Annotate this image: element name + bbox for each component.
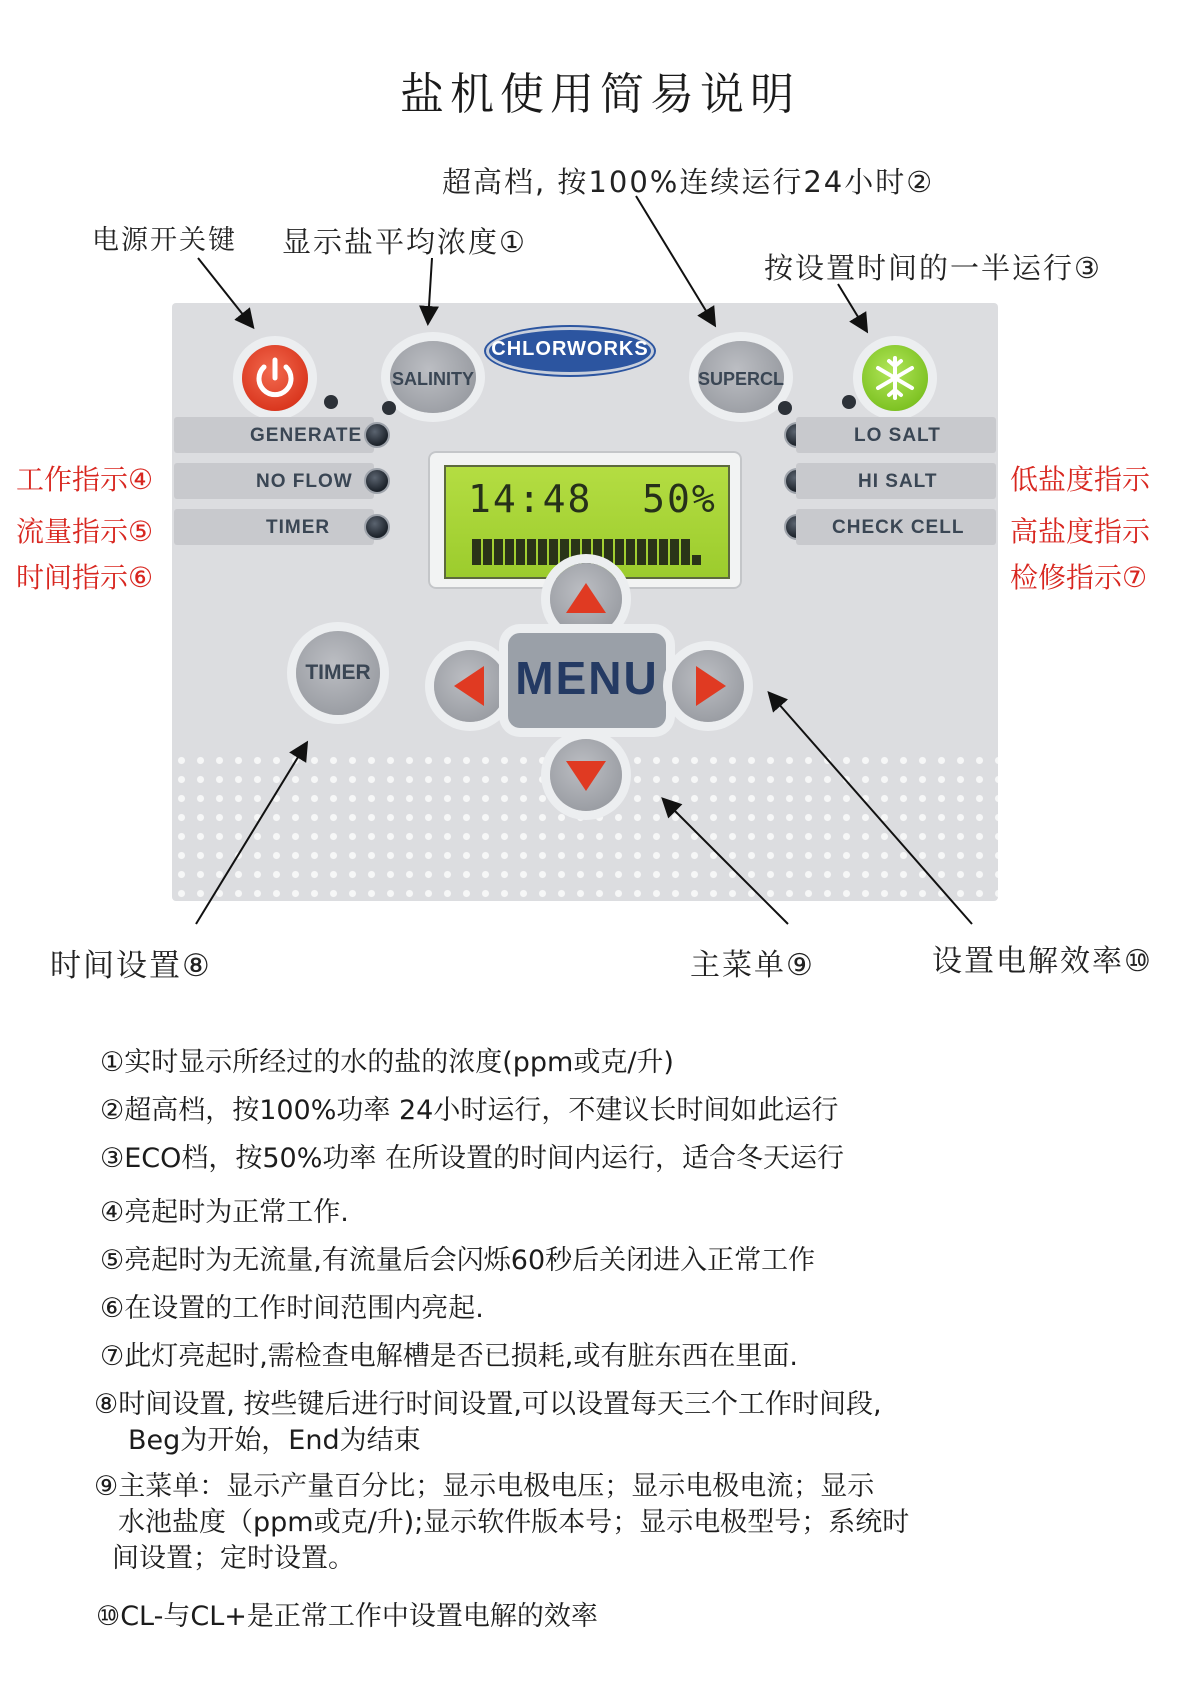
arrow-cl	[770, 694, 972, 924]
indicator-label-noflow: 流量指示⑤	[16, 515, 154, 548]
arrow-power	[198, 258, 252, 326]
desc-item-2: ②超高档，按100%功率 24小时运行，不建议长时间如此运行	[100, 1095, 839, 1126]
desc-item-9-cont2: 间设置；定时设置。	[112, 1543, 355, 1574]
salinity-button-label: SALINITY	[391, 369, 474, 389]
callout-supercl: 超高档, 按100%连续运行24小时②	[442, 165, 935, 199]
desc-item-9: ⑨主菜单：显示产量百分比；显示电极电压；显示电极电流；显示	[94, 1471, 875, 1502]
supercl-button-label: SUPERCL	[698, 369, 785, 389]
indicator-label-timer: 时间指示⑥	[16, 561, 154, 594]
arrow-eco	[838, 284, 866, 330]
callout-menu: 主菜单⑨	[690, 948, 815, 983]
arrow-timer	[196, 744, 306, 924]
desc-item-1: ①实时显示所经过的水的盐的浓度(ppm或克/升)	[100, 1047, 674, 1078]
page-title: 盐机使用简易说明	[400, 69, 800, 120]
callout-timer-set: 时间设置⑧	[50, 948, 212, 984]
timer-button-label: TIMER	[305, 661, 371, 684]
brand-name: CHLORWORKS	[491, 338, 649, 360]
callout-eco: 按设置时间的一半运行③	[764, 251, 1102, 285]
desc-item-4: ④亮起时为正常工作.	[100, 1197, 349, 1228]
callout-salinity: 显示盐平均浓度①	[282, 225, 527, 259]
indicator-label-generate: 工作指示④	[16, 463, 154, 496]
hisalt-label: HI SALT	[858, 471, 938, 492]
noflow-label: NO FLOW	[256, 471, 353, 492]
arrow-salinity	[428, 258, 432, 322]
checkcell-label: CHECK CELL	[832, 517, 965, 538]
arrow-menu	[664, 800, 788, 924]
desc-item-3: ③ECO档，按50%功率 在所设置的时间内运行，适合冬天运行	[100, 1143, 844, 1174]
generate-label: GENERATE	[250, 425, 363, 446]
desc-item-10: ⑩CL-与CL+是正常工作中设置电解的效率	[96, 1601, 598, 1632]
losalt-label: LO SALT	[854, 425, 941, 446]
desc-item-5: ⑤亮起时为无流量,有流量后会闪烁60秒后关闭进入正常工作	[100, 1245, 816, 1276]
desc-item-9-cont1: 水池盐度（ppm或克/升);显示软件版本号；显示电极型号；系统时	[118, 1507, 910, 1538]
desc-item-6: ⑥在设置的工作时间范围内亮起.	[100, 1293, 484, 1324]
callout-power: 电源开关键	[92, 225, 237, 256]
indicator-label-hisalt: 高盐度指示	[1010, 515, 1151, 548]
indicator-label-checkcell: 检修指示⑦	[1010, 561, 1148, 594]
desc-item-8: ⑧时间设置, 按些键后进行时间设置,可以设置每天三个工作时间段,	[94, 1389, 882, 1420]
arrow-supercl	[636, 196, 714, 324]
menu-button-label: MENU	[515, 652, 659, 704]
callout-cl-efficiency: 设置电解效率⑩	[932, 944, 1153, 979]
indicator-label-losalt: 低盐度指示	[1010, 463, 1151, 496]
desc-item-7: ⑦此灯亮起时,需检查电解槽是否已损耗,或有脏东西在里面.	[100, 1341, 798, 1372]
lcd-time-percent: 14:48 50%	[468, 477, 717, 521]
timer-indicator-label: TIMER	[266, 517, 331, 538]
desc-item-8-cont: Beg为开始，End为结束	[128, 1425, 421, 1456]
